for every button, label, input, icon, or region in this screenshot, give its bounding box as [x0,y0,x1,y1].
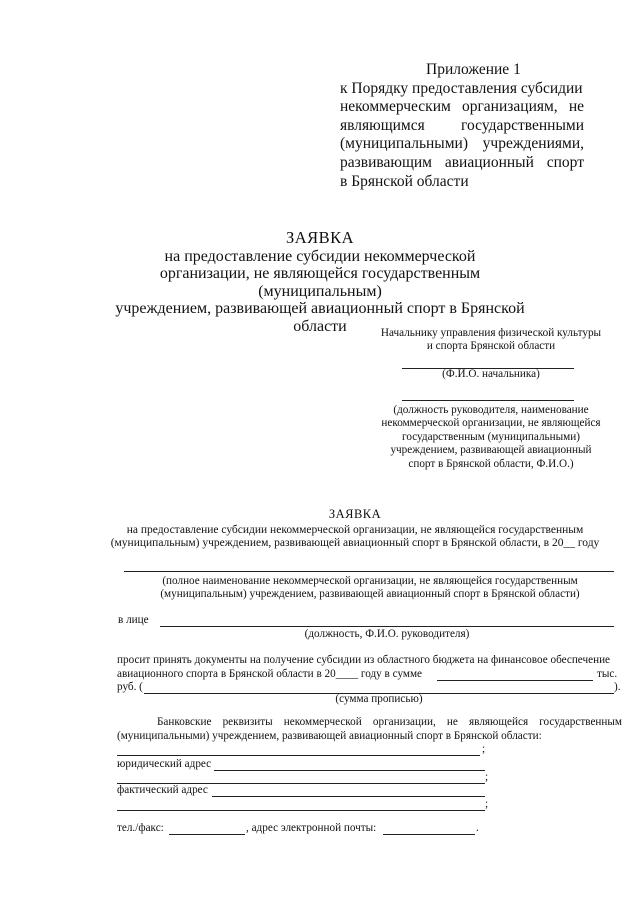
org-name-field[interactable] [124,571,614,572]
head-name-caption: (Ф.И.О. начальника) [442,368,540,380]
appendix-number: Приложение 1 [426,61,521,78]
appendix-line: некоммерческим организациям, не [340,98,584,116]
request-line: авиационного спорта в Брянской области в 20____ году в сумме [117,668,423,680]
addressee-block [365,327,617,354]
appendix-line: в Брянской области [340,172,469,190]
title-line: организации, не являющейся государственным (муниципальным) [159,265,481,300]
heading2-main: ЗАЯВКА [328,507,382,521]
document-title [100,229,540,335]
bank-details-semicolon: ; [482,743,486,755]
bank-details-line: (муниципальными) учреждением, развивающей авиационный спорт в Брянской области: [117,730,542,742]
org-name-caption [110,575,630,602]
appendix-line: развивающим авиационный спорт [340,153,584,171]
bank-details-field[interactable] [117,755,480,756]
bank-details-line: Банковские реквизиты некоммерческой организации, не являющейся государственным [157,716,622,728]
applicant-line [402,400,574,401]
heading2-line: на предоставление субсидии некоммерческой организации, не являющейся государственным [126,523,584,536]
addressee-to-line: Начальнику управления физической культуры [380,327,602,339]
email-field[interactable] [383,834,475,835]
amount-number-field[interactable] [437,680,593,681]
addressee-to-line: и спорта Брянской области [426,340,556,353]
title-line: на предоставление субсидии некоммерческой [164,247,476,265]
actual-address-field[interactable] [212,796,485,797]
actual-address-field-2[interactable] [117,810,485,811]
phone-field[interactable] [169,834,245,835]
legal-address-field[interactable] [214,770,485,771]
title-main: ЗАЯВКА [285,228,355,247]
representative-label: в лице [118,614,149,626]
applicant-caption-line: государственным (муниципальными) [402,430,580,443]
appendix-line: (муниципальными) учреждениями, [340,135,584,153]
applicant-caption-line: спорт в Брянской области, Ф.И.О.) [408,457,574,470]
applicant-caption-line: некоммерческой организации, не являющейся [381,417,601,430]
request-thousand-label: тыс. [597,668,618,680]
application-heading [100,508,610,551]
phone-label: тел./факс: [117,822,164,834]
request-close-paren: ). [614,681,621,693]
representative-caption: (должность, Ф.И.О. руководителя) [304,628,470,640]
org-caption-line: (полное наименование некоммерческой организации, не являющейся государственным [162,575,578,587]
email-label: , адрес электронной почты: [246,822,377,834]
amount-words-caption: (сумма прописью) [335,693,423,705]
appendix-line: являющимся государственными [340,116,584,134]
applicant-caption-line: учреждением, развивающей авиационный [390,444,592,457]
actual-address-semicolon: ; [485,798,489,810]
legal-address-semicolon: ; [485,771,489,783]
email-end: . [476,822,479,834]
representative-field[interactable] [160,626,614,627]
appendix-line: к Порядку предоставления субсидии [340,79,583,97]
applicant-caption [365,404,617,471]
heading2-line: (муниципальным) учреждением, развивающей авиационный спорт в Брянской области, в 20__ году [110,537,600,550]
title-line: учреждением, развивающей авиационный спорт в Брянской области [115,300,525,335]
legal-address-label: юридический адрес [117,758,212,770]
org-caption-line: (муниципальным) учреждением, развивающей авиационный спорт в Брянской области) [160,588,580,601]
applicant-caption-line: (должность руководителя, наименование [393,404,589,416]
actual-address-label: фактический адрес [117,784,208,796]
request-line: просит принять документы на получение субсидии из областного бюджета на финансовое обеспечение [117,654,611,666]
appendix-block [340,61,584,191]
request-rub-label: руб. ( [117,681,143,693]
